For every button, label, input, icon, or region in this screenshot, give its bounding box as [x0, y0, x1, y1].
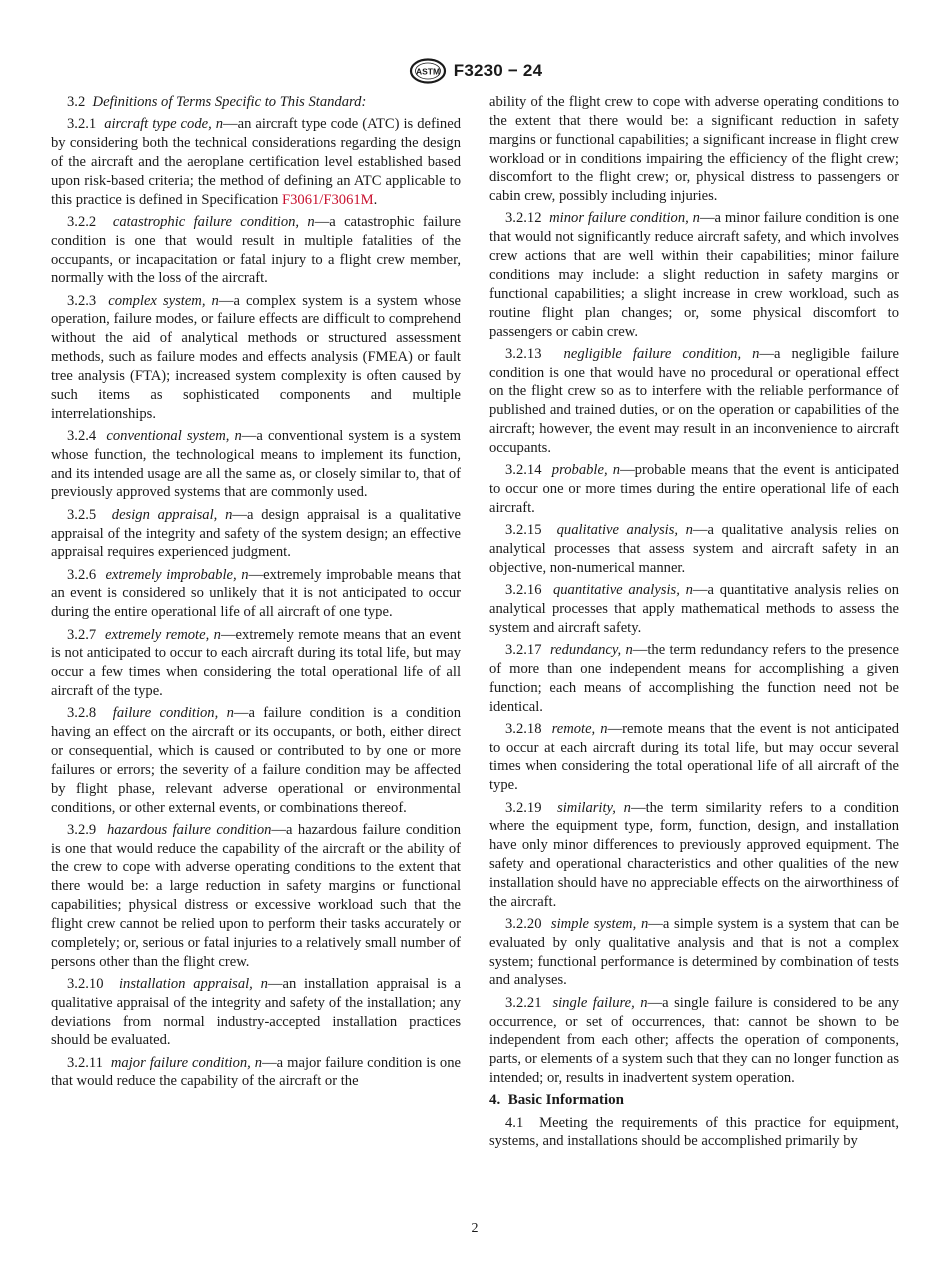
definition-3-2-11-continued: ability of the flight crew to cope with adverse operating conditions to the extent that there would be: a significant reduction in safety margins or functional capabilities; a significant increase in flight crew workload or in conditions impairing the efficiency of the flight crew; discomfort to the flight crew; or, physical distress to passengers or cabin crew, possibly including injuries.	[489, 94, 899, 205]
definition-3-2-11: 3.2.11 major failure condition, n—a major failure condition is one that would reduce the capability of the aircraft or the	[51, 1054, 461, 1090]
definition-3-2-10: 3.2.10 installation appraisal, n—an installation appraisal is a qualitative appraisal of the integrity and safety of the installation; any deviations from normal industry-accepted installation practices should be evaluated.	[51, 975, 461, 1049]
page-header	[0, 56, 950, 86]
standard-designation: F3230 − 24	[453, 61, 543, 80]
definition-3-2-15: 3.2.15 qualitative analysis, n—a qualitative analysis relies on analytical processes that assess system and aircraft safety in an objective, non-numerical manner.	[489, 522, 899, 576]
definition-3-2-3: 3.2.3 complex system, n—a complex system is a system whose operation, failure modes, or failure effects are difficult to comprehend without the aid of analytical methods or structured assessment methods, such as failure modes and effects analysis (FMEA) or fault tree analysis (FTA); increased system complexity is often caused by such items as sophisticated components and multiple interrelationships.	[51, 292, 461, 422]
definition-3-2-6: 3.2.6 extremely improbable, n—extremely improbable means that an event is considered so unlikely that it is not anticipated to occur during the entire operational life of all aircraft of one type.	[51, 566, 462, 621]
definition-3-2-20: 3.2.20 simple system, n—a simple system is a system that can be evaluated by only qualitative analysis and that is not a complex system; functional performance is determined by combination of tests and analyses.	[489, 915, 900, 989]
definition-3-2-14: 3.2.14 probable, n—probable means that the event is anticipated to occur one or more times during the entire operational life of each aircraft.	[489, 462, 899, 516]
definition-3-2-12: 3.2.12 minor failure condition, n—a minor failure condition is one that would not significantly reduce aircraft safety, and which involves crew actions that are well within their capabilities; minor failure conditions may include: a slight reduction in safety margins or functional capabilities; a slight increase in crew workload, such as routine flight plan changes; or, some physical discomfort to passengers or cabin crew.	[489, 210, 900, 340]
section-4-heading: 4. Basic Information	[489, 1092, 624, 1109]
definition-3-2-16: 3.2.16 quantitative analysis, n—a quantitative analysis relies on analytical processes that apply mathematical methods to assess the system and aircraft safety.	[489, 582, 899, 636]
definition-3-2-7: 3.2.7 extremely remote, n—extremely remote means that an event is not anticipated to occur to each aircraft during its total life, but may occur a few times when considering the total operational life of all aircraft of the type.	[51, 626, 462, 700]
definition-3-2-5: 3.2.5 design appraisal, n—a design appraisal is a qualitative appraisal of the integrity and safety of the system design; an effective appraisal requires experienced judgment.	[51, 506, 461, 561]
definition-3-2-17: 3.2.17 redundancy, n—the term redundancy refers to the presence of more than one independent means for accomplishing a given function; each means of accomplishing the function need not be identical.	[489, 641, 899, 715]
astm-logo-text: ASTM	[415, 66, 440, 77]
page-number: 2	[471, 1221, 479, 1236]
definition-3-2-4: 3.2.4 conventional system, n—a conventional system is a system whose function, the technological means to implement its function, and its intended usage are all the same as, or closely similar to, that of previously approved systems that are commonly used.	[51, 427, 461, 501]
definition-3-2-2: 3.2.2 catastrophic failure condition, n—a catastrophic failure condition is one that would result in multiple fatalities of the occupants, or incapacitation or fatal injury to a flight crew member, normally with the loss of the aircraft.	[51, 213, 461, 287]
right-column	[489, 93, 899, 1155]
specification-link[interactable]: F3061/F3061M	[282, 191, 374, 208]
definition-3-2-21: 3.2.21 single failure, n—a single failure is considered to be any occurrence, or set of occurrences, that: cannot be shown to be independent from each other; affects the operation of components, parts, or elements of a system such that they can no longer function as intended; or, results in inadvertent system operation.	[489, 994, 900, 1087]
definition-3-2-13: 3.2.13 negligible failure condition, n—a negligible failure condition is one that would have no procedural or operational effect on the flight crew so as to interfere with the reliable performance of published and trained duties, or on the operation or capabilities of the aircraft; however, the event may result in an inconvenience to aircraft occupants.	[489, 345, 900, 456]
definition-3-2-18: 3.2.18 remote, n—remote means that the event is not anticipated to occur at each aircraft during its total life, but may occur several times when considering the total operational life of all aircraft of the type.	[489, 720, 899, 794]
left-column	[51, 93, 461, 1095]
paragraph-4-1: 4.1 Meeting the requirements of this practice for equipment, systems, and installations should be accomplished primarily by	[489, 1114, 900, 1150]
definition-3-2-1: 3.2.1 aircraft type code, n—an aircraft type code (ATC) is defined by considering both the technical considerations regarding the design of the aircraft and the aeroplane certification level established based upon risk-based criteria; the method of defining an ATC applicable to this practice is defined in Specification F3061/F3061M.	[51, 116, 461, 208]
definition-3-2-8: 3.2.8 failure condition, n—a failure condition is a condition having an effect on the aircraft or its occupants, or both, either direct or consequential, which is caused or contributed to by one or more failures or errors; the severity of a failure condition may be affected by flight phase, relevant adverse operational or environmental conditions, or other external events, or combinations thereof.	[51, 705, 461, 816]
astm-logo-icon	[408, 58, 448, 84]
definition-3-2-9: 3.2.9 hazardous failure condition—a hazardous failure condition is one that would reduce the capability of the aircraft or the ability of the crew to cope with adverse operating conditions to the extent that there would be: a large reduction in safety margins or functional capabilities; physical distress or excessive workload such that the flight crew cannot be relied upon to perform their tasks accurately or completely; or, serious or fatal injuries to a relatively small number of persons other than the flight crew.	[51, 821, 461, 970]
section-3-2-heading: 3.2 Definitions of Terms Specific to This Standard:	[67, 94, 367, 110]
definition-3-2-19: 3.2.19 similarity, n—the term similarity refers to a condition where the equipment type, form, function, design, and installation have only minor differences to previously approved equipment. The safety and operational characteristics and other qualities of the new installation should have no appreciable effects on the airworthiness of the aircraft.	[489, 799, 899, 910]
